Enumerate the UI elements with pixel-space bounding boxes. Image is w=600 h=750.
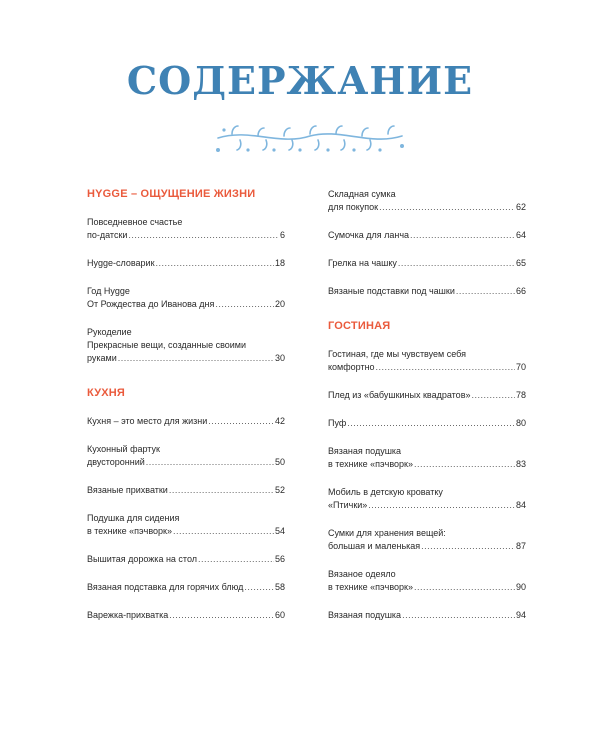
toc-entry[interactable] bbox=[87, 512, 285, 538]
toc-section bbox=[87, 188, 285, 365]
entry-title-text: по-датски bbox=[87, 230, 128, 240]
page-number: 80 bbox=[515, 418, 526, 428]
toc-left-column bbox=[87, 188, 285, 637]
entry-last-line bbox=[87, 609, 285, 622]
page-number: 87 bbox=[515, 541, 526, 551]
vine-ornament-icon bbox=[210, 120, 410, 160]
toc-entry[interactable] bbox=[87, 285, 285, 311]
dot-leader bbox=[471, 389, 515, 402]
toc-entry[interactable] bbox=[328, 609, 526, 622]
entry-last-line bbox=[328, 540, 526, 553]
dot-leader bbox=[173, 525, 274, 538]
entry-title-line: Повседневное счастье bbox=[87, 217, 183, 227]
dot-leader bbox=[456, 285, 515, 298]
entry-title-text: Пуф bbox=[328, 418, 347, 428]
entry-title-line: Рукоделие bbox=[87, 327, 132, 337]
entry-title-line: Складная сумка bbox=[328, 189, 396, 199]
page-number: 78 bbox=[515, 390, 526, 400]
entry-last-line bbox=[87, 525, 285, 538]
toc-entry[interactable] bbox=[328, 527, 526, 553]
dot-leader bbox=[379, 201, 515, 214]
toc-entry[interactable] bbox=[328, 229, 526, 242]
toc-entry[interactable] bbox=[328, 348, 526, 374]
toc-entry[interactable] bbox=[87, 581, 285, 594]
entry-last-line bbox=[328, 389, 526, 402]
entry-title-line: Вязаное одеяло bbox=[328, 569, 396, 579]
toc-entry[interactable] bbox=[328, 188, 526, 214]
entry-title-text: большая и маленькая bbox=[328, 541, 421, 551]
entry-title-text: Вязаная подушка bbox=[328, 610, 402, 620]
entry-title-line: Год Hygge bbox=[87, 286, 130, 296]
page-number: 20 bbox=[274, 299, 285, 309]
section-heading: ГОСТИНАЯ bbox=[328, 320, 391, 332]
page-number: 56 bbox=[274, 554, 285, 564]
entry-title-line: Подушка для сидения bbox=[87, 513, 180, 523]
page-number: 42 bbox=[274, 416, 285, 426]
toc-entry[interactable] bbox=[328, 486, 526, 512]
entry-last-line bbox=[87, 581, 285, 594]
page-title: СОДЕРЖАНИЕ bbox=[126, 58, 474, 103]
dot-leader bbox=[398, 257, 515, 270]
page-number: 58 bbox=[274, 582, 285, 592]
entry-last-line bbox=[87, 553, 285, 566]
toc-entry[interactable] bbox=[328, 568, 526, 594]
entry-title-line: Мобиль в детскую кроватку bbox=[328, 487, 443, 497]
entry-title-text: Кухня – это место для жизни bbox=[87, 416, 208, 426]
page-number: 64 bbox=[515, 230, 526, 240]
entry-title-text: Вязаные прихватки bbox=[87, 485, 168, 495]
entry-last-line bbox=[328, 581, 526, 594]
entry-title-text: для покупок bbox=[328, 202, 379, 212]
dot-leader bbox=[198, 553, 274, 566]
entry-last-line bbox=[328, 417, 526, 430]
toc-entry[interactable] bbox=[328, 417, 526, 430]
page-number: 65 bbox=[515, 258, 526, 268]
dot-leader bbox=[118, 352, 274, 365]
dot-leader bbox=[128, 229, 279, 242]
toc-section bbox=[87, 387, 285, 622]
toc-right-column bbox=[328, 188, 526, 637]
entry-title-text: в технике «пэчворк» bbox=[328, 459, 413, 469]
entry-last-line bbox=[328, 201, 526, 214]
toc-section bbox=[328, 320, 526, 622]
entry-last-line bbox=[328, 257, 526, 270]
page-number: 30 bbox=[274, 353, 285, 363]
entry-last-line bbox=[328, 285, 526, 298]
toc-entry[interactable] bbox=[328, 285, 526, 298]
entry-last-line bbox=[87, 298, 285, 311]
entry-last-line bbox=[87, 415, 285, 428]
entry-title-text: От Рождества до Иванова дня bbox=[87, 299, 215, 309]
toc-entry[interactable] bbox=[87, 257, 285, 270]
dot-leader bbox=[215, 298, 274, 311]
toc-entry[interactable] bbox=[87, 216, 285, 242]
entry-title-text: Вязаные подставки под чашки bbox=[328, 286, 455, 296]
page-number: 50 bbox=[274, 457, 285, 467]
entry-title-text: Вышитая дорожка на стол bbox=[87, 554, 198, 564]
entry-title-text: руками bbox=[87, 353, 117, 363]
toc-entry[interactable] bbox=[87, 415, 285, 428]
entry-title-text: двусторонний bbox=[87, 457, 145, 467]
entry-title-text: Грелка на чашку bbox=[328, 258, 397, 268]
dot-leader bbox=[347, 417, 515, 430]
entry-title-line: Вязаная подушка bbox=[328, 446, 402, 456]
dot-leader bbox=[244, 581, 274, 594]
section-heading: КУХНЯ bbox=[87, 387, 126, 399]
page-number: 6 bbox=[279, 230, 285, 240]
entry-title-line: Сумки для хранения вещей: bbox=[328, 528, 446, 538]
toc-entry[interactable] bbox=[87, 443, 285, 469]
entry-last-line bbox=[328, 609, 526, 622]
page-number: 62 bbox=[515, 202, 526, 212]
entry-title-text: Плед из «бабушкиных квадратов» bbox=[328, 390, 471, 400]
entry-title-text: в технике «пэчворк» bbox=[328, 582, 413, 592]
dot-leader bbox=[376, 361, 515, 374]
entry-title-text: Сумочка для ланча bbox=[328, 230, 410, 240]
entry-title-text: «Птички» bbox=[328, 500, 368, 510]
entry-last-line bbox=[87, 456, 285, 469]
entry-last-line bbox=[328, 458, 526, 471]
page-number: 52 bbox=[274, 485, 285, 495]
entry-title-text: Hygge-словарик bbox=[87, 258, 155, 268]
page-number: 90 bbox=[515, 582, 526, 592]
toc-entry[interactable] bbox=[87, 609, 285, 622]
toc-section bbox=[328, 188, 526, 298]
dot-leader bbox=[414, 458, 515, 471]
toc-entry[interactable] bbox=[328, 389, 526, 402]
entry-title-line: Гостиная, где мы чувствуем себя bbox=[328, 349, 466, 359]
toc-entry[interactable] bbox=[87, 553, 285, 566]
entry-title-text: комфортно bbox=[328, 362, 375, 372]
entry-title-text: в технике «пэчворк» bbox=[87, 526, 172, 536]
entry-title-line: Кухонный фартук bbox=[87, 444, 160, 454]
dot-leader bbox=[169, 484, 274, 497]
dot-leader bbox=[410, 229, 515, 242]
dot-leader bbox=[421, 540, 515, 553]
page-number: 60 bbox=[274, 610, 285, 620]
section-heading: HYGGE – ОЩУЩЕНИЕ ЖИЗНИ bbox=[87, 188, 256, 200]
page-number: 94 bbox=[515, 610, 526, 620]
entry-last-line bbox=[328, 229, 526, 242]
entry-last-line bbox=[87, 229, 285, 242]
entry-last-line bbox=[87, 257, 285, 270]
toc-entry[interactable] bbox=[87, 326, 285, 365]
entry-last-line bbox=[328, 361, 526, 374]
page-number: 70 bbox=[515, 362, 526, 372]
toc-entry[interactable] bbox=[87, 484, 285, 497]
page-number: 66 bbox=[515, 286, 526, 296]
entry-title-line: Прекрасные вещи, созданные своими bbox=[87, 340, 247, 350]
page-number: 84 bbox=[515, 500, 526, 510]
page-number: 18 bbox=[274, 258, 285, 268]
entry-title-text: Варежка-прихватка bbox=[87, 610, 169, 620]
toc-entry[interactable] bbox=[328, 257, 526, 270]
dot-leader bbox=[414, 581, 515, 594]
toc-entry[interactable] bbox=[328, 445, 526, 471]
dot-leader bbox=[402, 609, 515, 622]
dot-leader bbox=[169, 609, 274, 622]
entry-last-line bbox=[328, 499, 526, 512]
dot-leader bbox=[208, 415, 274, 428]
entry-last-line bbox=[87, 484, 285, 497]
entry-last-line bbox=[87, 352, 285, 365]
dot-leader bbox=[146, 456, 274, 469]
page-number: 83 bbox=[515, 459, 526, 469]
page-number: 54 bbox=[274, 526, 285, 536]
dot-leader bbox=[156, 257, 274, 270]
dot-leader bbox=[368, 499, 515, 512]
entry-title-text: Вязаная подставка для горячих блюд bbox=[87, 582, 244, 592]
